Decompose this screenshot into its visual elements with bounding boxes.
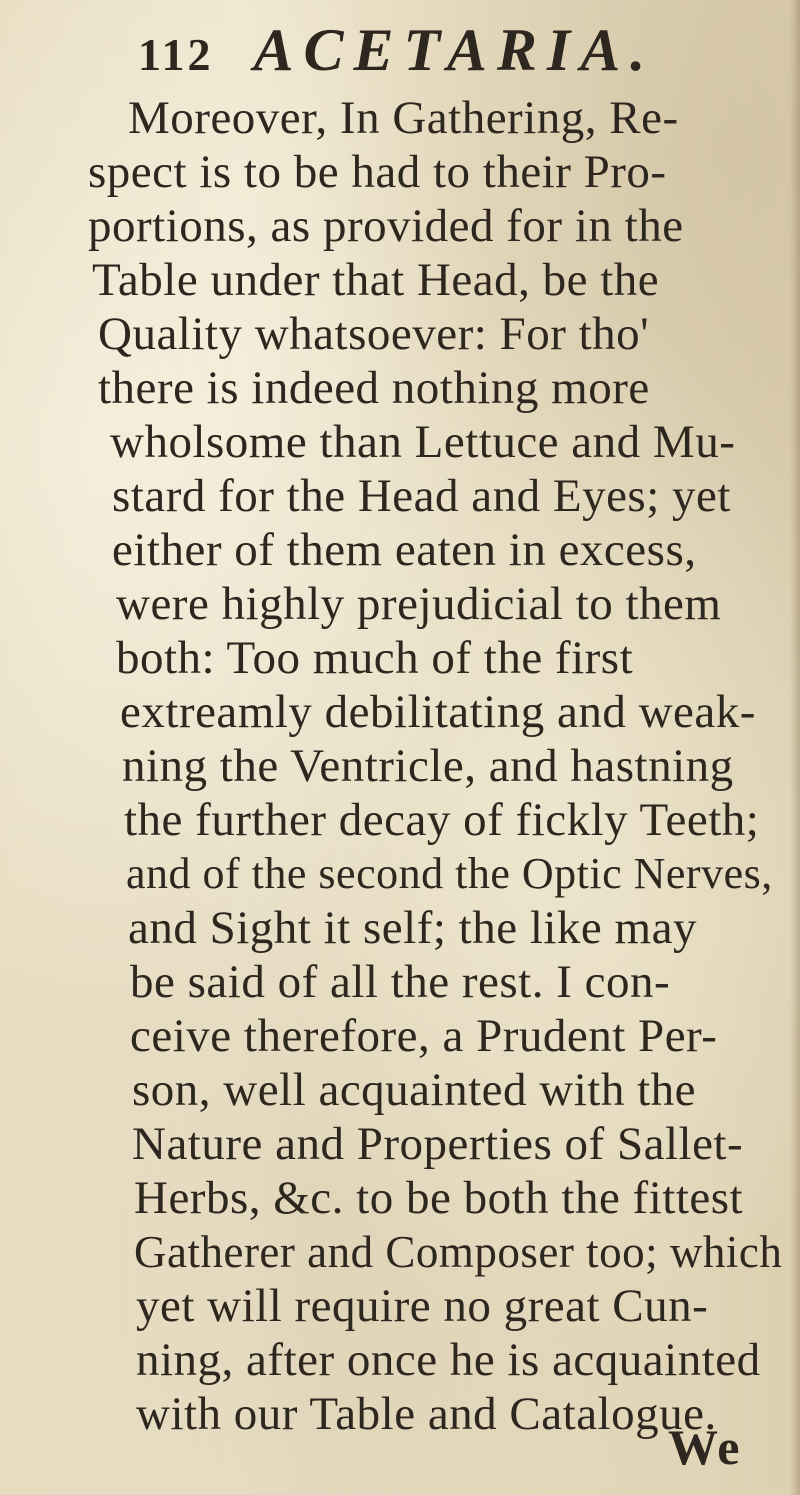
text-line: the further decay of fickly Teeth; <box>124 794 760 846</box>
running-head-title: ACETARIA. <box>253 17 656 83</box>
text-line: Nature and Properties of Sallet- <box>132 1118 744 1170</box>
text-line: spect is to be had to their Pro- <box>88 146 667 198</box>
page-number: 112 <box>138 29 214 80</box>
text-line: extreamly debilitating and weak- <box>120 686 756 738</box>
text-line: stard for the Head and Eyes; yet <box>112 470 731 522</box>
text-line: Gatherer and Composer too; which <box>134 1227 783 1277</box>
text-line: Moreover, In Gathering, Re- <box>128 92 679 144</box>
text-line: Herbs, &c. to be both the fittest <box>134 1172 744 1224</box>
text-line: both: Too much of the first <box>116 632 634 684</box>
text-line: son, well acquainted with the <box>132 1064 696 1116</box>
text-line: portions, as provided for in the <box>88 200 684 252</box>
text-line: Table under that Head, be the <box>92 254 660 306</box>
text-line: and Sight it self; the like may <box>128 902 697 954</box>
text-line: be said of all the rest. I con- <box>130 956 671 1008</box>
text-line: yet will require no great Cun- <box>136 1280 709 1332</box>
text-line: ning, after once he is acquainted <box>136 1334 761 1386</box>
text-line: Quality whatsoever: For tho' <box>98 308 650 360</box>
running-head <box>138 16 655 85</box>
catchword: We <box>668 1419 742 1475</box>
text-line: either of them eaten in excess, <box>112 524 697 576</box>
text-line: were highly prejudicial to them <box>116 578 722 630</box>
text-line: and of the second the Optic Nerves, <box>126 849 773 898</box>
text-line: wholsome than Lettuce and Mu- <box>110 416 736 468</box>
text-line: there is indeed nothing more <box>98 362 650 414</box>
text-line: ceive therefore, a Prudent Per- <box>130 1010 718 1062</box>
text-line: with our Table and Catalogue. <box>136 1388 717 1440</box>
text-line: ning the Ventricle, and hastning <box>122 740 734 792</box>
